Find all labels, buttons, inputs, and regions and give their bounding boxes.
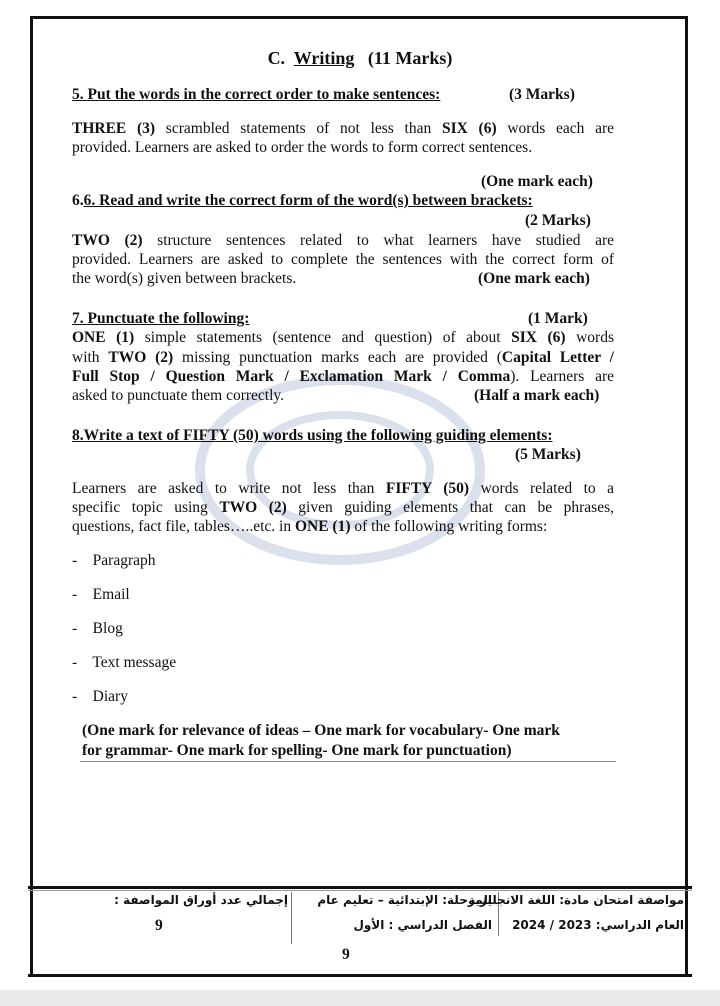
form-text-message: - Text message [72,654,177,671]
q6-text-2: provided. Learners are asked to complete the sentences with the correct form of [72,251,614,268]
q7-heading: 7. Punctuate the following: [72,310,250,327]
footer-year: العام الدراسي: 2023 / 2024 [512,918,684,932]
page-bottom-border [28,974,692,977]
footer-total: 9 [155,917,163,934]
q7-marks: (1 Mark) [528,310,588,327]
footer-top-rule-thin [28,890,692,891]
q8-text-3: questions, fact file, tables…..etc. in ONE (1) of the following writing forms: [72,518,548,535]
q6-heading: 6.6. Read and write the correct form of the word(s) between brackets: [72,192,533,209]
q8-text-2: specific topic using TWO (2) given guiding elements that can be phrases, [72,499,614,516]
footer-divider [291,892,292,944]
q6-text-1: TWO (2) structure sentences related to what learners have studied are [72,232,614,249]
q8-text-1: Learners are asked to write not less than FIFTY (50) words related to a [72,480,614,497]
footer-term: الفصل الدراسي : الأول [353,918,492,932]
footer-top-rule [28,886,692,889]
q5-heading: 5. Put the words in the correct order to make sentences: [72,86,441,103]
q7-note: (Half a mark each) [474,387,600,404]
rubric-line-2: for grammar- One mark for spelling- One mark for punctuation) [82,742,512,759]
q5-text-1: THREE (3) scrambled statements of not less than SIX (6) words each are [72,120,615,137]
q5-text-2: provided. Learners are asked to order the words to form correct sentences. [72,139,533,156]
q7-text-3: Full Stop / Question Mark / Exclamation Mark / Comma). Learners are [72,368,615,385]
footer-spec: مواصفة امتحان مادة: اللغة الانجليزية [468,893,684,907]
section-title: C. Writing (11 Marks) [267,48,453,68]
q6-note: (One mark each) [478,270,590,287]
page-number: 9 [342,946,350,963]
q7-text-2: with TWO (2) missing punctuation marks each are provided (Capital Letter / [72,349,614,366]
rubric-line-1: (One mark for relevance of ideas – One mark for vocabulary- One mark [82,722,560,739]
q7-text-1: ONE (1) simple statements (sentence and question) of about SIX (6) words [72,329,614,346]
form-blog: - Blog [72,620,123,637]
q7-text-4: asked to punctuate them correctly. [72,387,285,404]
form-paragraph: - Paragraph [72,552,156,569]
q8-marks: (5 Marks) [515,446,581,463]
footer-total-label: إجمالي عدد أوراق المواصفة : [114,893,288,907]
q6-marks: (2 Marks) [525,212,591,229]
form-diary: - Diary [72,688,128,705]
q5-marks: (3 Marks) [509,86,575,103]
rubric-underline [80,761,616,762]
form-email: - Email [72,586,130,603]
q8-heading: 8.Write a text of FIFTY (50) words using the following guiding elements: [72,427,553,444]
scan-edge [0,990,720,1006]
q5-note: (One mark each) [481,173,593,190]
q6-text-3: the word(s) given between brackets. [72,270,297,287]
footer-stage: المرحلة: الإبتدائية – تعليم عام [317,893,492,907]
